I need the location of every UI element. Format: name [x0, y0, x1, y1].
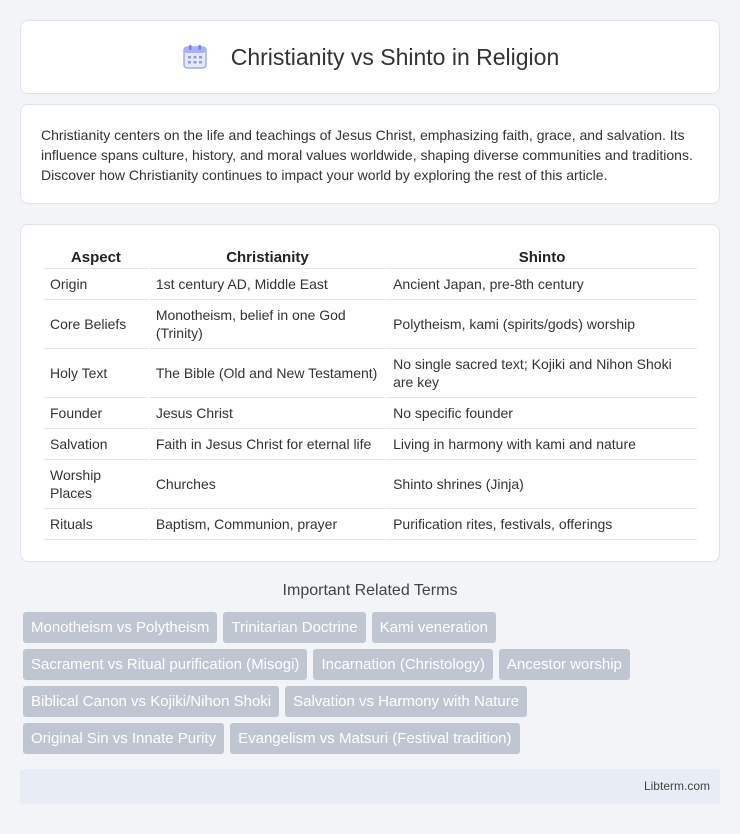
cell-christianity: Monotheism, belief in one God (Trinity) [150, 300, 385, 349]
cell-aspect: Rituals [44, 509, 148, 540]
cell-christianity: The Bible (Old and New Testament) [150, 349, 385, 398]
table-row [44, 398, 697, 429]
table-header-row [44, 245, 697, 269]
cell-christianity: Jesus Christ [150, 398, 385, 429]
cell-shinto: No specific founder [387, 398, 697, 429]
tag-evangelism-vs-matsuri[interactable]: Evangelism vs Matsuri (Festival tradition) [230, 723, 519, 754]
header-christianity: Christianity [150, 245, 385, 269]
cell-shinto: Purification rites, festivals, offerings [387, 509, 697, 540]
cell-shinto: No single sacred text; Kojiki and Nihon Shoki are key [387, 349, 697, 398]
cell-aspect: Founder [44, 398, 148, 429]
cell-aspect: Worship Places [44, 460, 148, 509]
cell-christianity: Faith in Jesus Christ for eternal life [150, 429, 385, 460]
comparison-table [42, 245, 699, 540]
cell-shinto: Shinto shrines (Jinja) [387, 460, 697, 509]
tag-original-sin-vs-innate-purity[interactable]: Original Sin vs Innate Purity [23, 723, 224, 754]
table-row [44, 429, 697, 460]
related-terms-tags [20, 612, 720, 760]
related-terms-heading: Important Related Terms [282, 582, 458, 599]
cell-shinto: Ancient Japan, pre-8th century [387, 269, 697, 300]
table-row [44, 460, 697, 509]
tag-sacrament-vs-ritual-purification[interactable]: Sacrament vs Ritual purification (Misogi) [23, 649, 307, 680]
table-row [44, 349, 697, 398]
footer-brand[interactable]: Libterm.com [643, 779, 710, 793]
cell-aspect: Origin [44, 269, 148, 300]
table-row [44, 300, 697, 349]
cell-aspect: Core Beliefs [44, 300, 148, 349]
cell-christianity: Churches [150, 460, 385, 509]
related-terms-section [20, 582, 720, 760]
cell-shinto: Polytheism, kami (spirits/gods) worship [387, 300, 697, 349]
cell-christianity: Baptism, Communion, prayer [150, 509, 385, 540]
footer [20, 769, 720, 804]
tag-salvation-vs-harmony[interactable]: Salvation vs Harmony with Nature [285, 686, 527, 717]
tag-biblical-canon-vs-kojiki[interactable]: Biblical Canon vs Kojiki/Nihon Shoki [23, 686, 279, 717]
tag-kami-veneration[interactable]: Kami veneration [372, 612, 496, 643]
calendar-icon [181, 43, 209, 71]
table-row [44, 269, 697, 300]
table-row [44, 509, 697, 540]
header-aspect: Aspect [44, 245, 148, 269]
tag-monotheism-vs-polytheism[interactable]: Monotheism vs Polytheism [23, 612, 217, 643]
cell-christianity: 1st century AD, Middle East [150, 269, 385, 300]
tag-trinitarian-doctrine[interactable]: Trinitarian Doctrine [223, 612, 365, 643]
cell-shinto: Living in harmony with kami and nature [387, 429, 697, 460]
title-card [20, 20, 720, 94]
comparison-card [20, 224, 720, 562]
page-title: Christianity vs Shinto in Religion [230, 43, 560, 70]
cell-aspect: Salvation [44, 429, 148, 460]
header-shinto: Shinto [387, 245, 697, 269]
tag-incarnation[interactable]: Incarnation (Christology) [313, 649, 492, 680]
tag-ancestor-worship[interactable]: Ancestor worship [499, 649, 630, 680]
intro-text: Christianity centers on the life and teachings of Jesus Christ, emphasizing faith, grace, and salvation. Its influence spans culture, history, and moral values worldwide, shaping diverse communities and traditions. Discover how Christianity continues to impact your world by exploring the rest of this article. [41, 127, 693, 183]
intro-card [20, 104, 720, 204]
cell-aspect: Holy Text [44, 349, 148, 398]
